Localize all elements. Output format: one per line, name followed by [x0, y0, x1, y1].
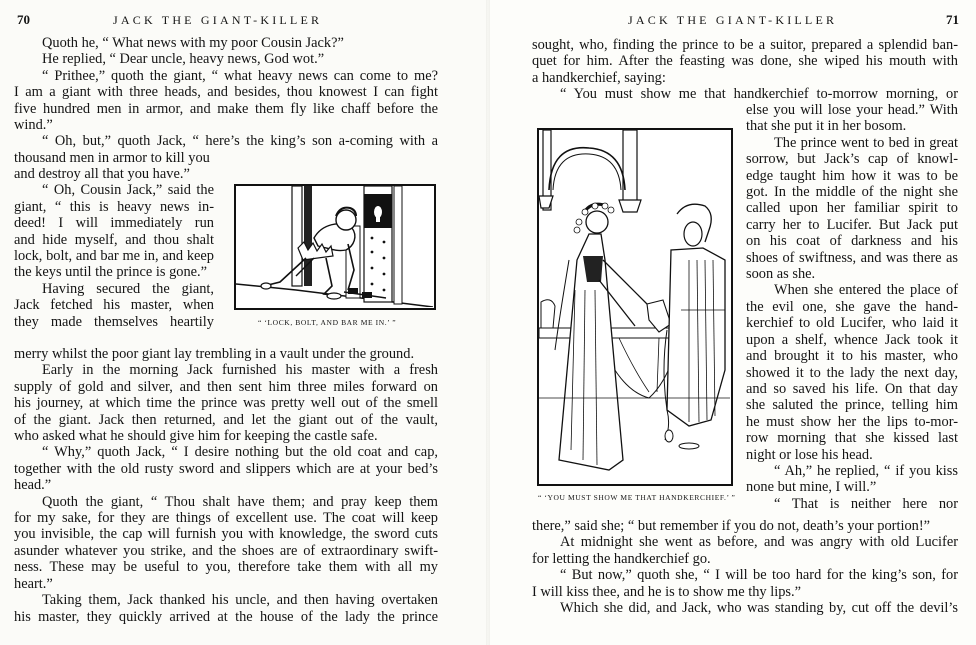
text-line: Early in the morning Jack furnished his master with a fresh [42, 362, 438, 379]
text-line: a handkerchief, saying: [532, 69, 666, 86]
text-line: of the giant. Jack then returned, and let the giant out of the vault, [14, 411, 438, 428]
text-line: for letting the handkerchief go. [532, 550, 711, 567]
text-line: giant, “ this is heavy news in- [14, 198, 214, 215]
text-line: and brought it to his master, who [746, 348, 958, 365]
text-line: that she put it in her bosom. [746, 118, 907, 135]
lady-and-hooded-figure-drawing [539, 130, 730, 483]
text-line: “ But now,” quoth she, “ I will be too hard for the king’s son, for [560, 567, 958, 584]
text-line: asunder whatever you strike, and the shoes are of extraordinary swift- [14, 542, 438, 559]
text-line: Quoth the giant, “ Thou shalt have them; and pray keep them [42, 493, 438, 510]
text-block-wrapped [746, 102, 958, 512]
text-line: He replied, “ Dear uncle, heavy news, God wot.” [42, 51, 325, 68]
text-line: The prince went to bed in great [774, 134, 958, 151]
text-line: and hide myself, and thou shalt [14, 231, 214, 248]
running-head: JACK THE GIANT-KILLER [628, 13, 838, 27]
text-line: you invisible, the cap will furnish you with knowledge, the sword cuts [14, 526, 438, 543]
text-line: night or lose his head. [746, 446, 873, 463]
text-line: showed it to the lady the next day, [746, 364, 958, 381]
text-line: kerchief to old Lucifer, who laid it [746, 315, 958, 332]
text-block-top [14, 35, 438, 166]
text-line: together with the old rusty sword and slippers which are at your bed’s [14, 460, 438, 477]
text-line: and destroy all that you have.” [14, 166, 190, 182]
text-line: Jack fetched his master, when [14, 297, 214, 314]
text-block-top [532, 37, 958, 103]
text-line: When she entered the place of [774, 282, 958, 299]
running-head: JACK THE GIANT-KILLER [113, 13, 323, 27]
text-line: sorrow, but Jack’s cap of knowl- [746, 151, 958, 168]
text-line: she saluted the prince, telling him [746, 397, 958, 414]
page-number: 71 [946, 12, 959, 27]
text-line: “ Why,” quoth Jack, “ I desire nothing but the old coat and cap, [42, 444, 438, 461]
text-line: shoes of swiftness, and was there as [746, 249, 958, 266]
text-line: who asked what he should give him for keeping the castle safe. [14, 428, 378, 445]
text-line: carry her to Lucifer. But Jack put [746, 216, 958, 233]
text-block-bottom [532, 518, 958, 616]
text-line: upon a shelf, whence Jack took it [746, 331, 958, 348]
text-line: Which she did, and Jack, who was standing by, cut off the devil’s [560, 600, 958, 617]
right-page [488, 0, 976, 645]
text-line: none but mine, I will.” [746, 479, 877, 496]
text-line: “ Prithee,” quoth the giant, “ what heavy news can come to me? [42, 67, 438, 84]
text-block-bottom [14, 346, 438, 625]
text-line: “ Oh, but,” quoth Jack, “ here’s the king’s son a-coming with a [42, 133, 438, 150]
text-line: “ You must show me that handkerchief to-morrow morning, or [560, 86, 958, 103]
text-line: thousand men in armor to kill you [14, 149, 210, 166]
text-line: ness. These may be useful to you, therefore take them with all my [14, 559, 438, 576]
text-line: lock, bolt, and bar me in, and keep [14, 248, 214, 265]
text-line: “ That is neither here nor [774, 495, 958, 512]
text-line: his master, they quickly arrived at the house of the lady the prince [14, 608, 438, 625]
text-line: called upon her familiar spirit to [746, 200, 958, 217]
text-line: Quoth he, “ What news with my poor Cousin Jack?” [42, 35, 344, 51]
page-number: 70 [17, 12, 30, 27]
text-line: sought, who, finding the prince to be a suitor, prepared a splendid ban- [532, 37, 958, 53]
text-line: I will kiss thee, and he is to show me thy lips.” [532, 583, 801, 600]
text-line: wind.” [14, 117, 53, 134]
text-line: Taking them, Jack thanked his uncle, and then having overtaken [42, 592, 438, 609]
text-line: quet for him. After the feasting was done, she wiped his mouth with [532, 53, 958, 70]
text-line: got. In the middle of the night she [746, 184, 958, 201]
illustration-frame [234, 184, 436, 310]
text-line: he must show her the lips to-mor- [746, 413, 958, 430]
text-line: else you will lose your head.” With [746, 102, 958, 118]
text-line: supply of gold and silver, and then sent him three miles forward on [14, 378, 438, 395]
illustration-caption: “ ‘YOU MUST SHOW ME THAT HANDKERCHIEF.’ ” [538, 493, 736, 502]
illustration-caption: “ ‘LOCK, BOLT, AND BAR ME IN.’ ” [258, 318, 397, 327]
text-line: At midnight she went as before, and was angry with old Lucifer [560, 534, 958, 551]
text-line: there,” said she; “ but remember if you do not, death’s your portion!” [532, 518, 931, 534]
text-line: merry whilst the poor giant lay trembling in a vault under the ground. [14, 346, 415, 362]
text-line: the evil one, she gave the hand- [746, 298, 958, 315]
text-line: they made themselves heartily [14, 313, 214, 330]
text-line: on his coat of darkness and his [746, 233, 958, 250]
text-line: row morning that she kissed last [746, 430, 958, 447]
text-line: and so saved his life. On that day [746, 380, 958, 397]
text-line: deed! I will immediately run [14, 215, 214, 232]
book-gutter [486, 0, 490, 645]
text-block-wrapped [14, 166, 214, 330]
text-line: I am a giant with three heads, and besides, thou knowest I can fight [14, 84, 438, 101]
text-line: five hundred men in armor, and make them fly like chaff before the [14, 100, 438, 117]
text-line: the keys until the prince is gone.” [14, 264, 208, 281]
text-line: soon as she. [746, 266, 816, 283]
text-line: head.” [14, 477, 52, 494]
text-line: “ Ah,” he replied, “ if you kiss [774, 462, 958, 479]
illustration-frame [537, 128, 733, 486]
text-line: Having secured the giant, [42, 280, 214, 297]
text-line: edge taught him how it was to be [746, 167, 958, 184]
jack-bolting-door-drawing [236, 186, 433, 307]
text-line: heart.” [14, 575, 53, 592]
text-line: for my sake, for they are things of excellent use. The coat will keep [14, 510, 438, 527]
text-line: “ Oh, Cousin Jack,” said the [42, 182, 214, 199]
text-line: his journey, at which time the prince was pretty well out of the smell [14, 395, 438, 412]
